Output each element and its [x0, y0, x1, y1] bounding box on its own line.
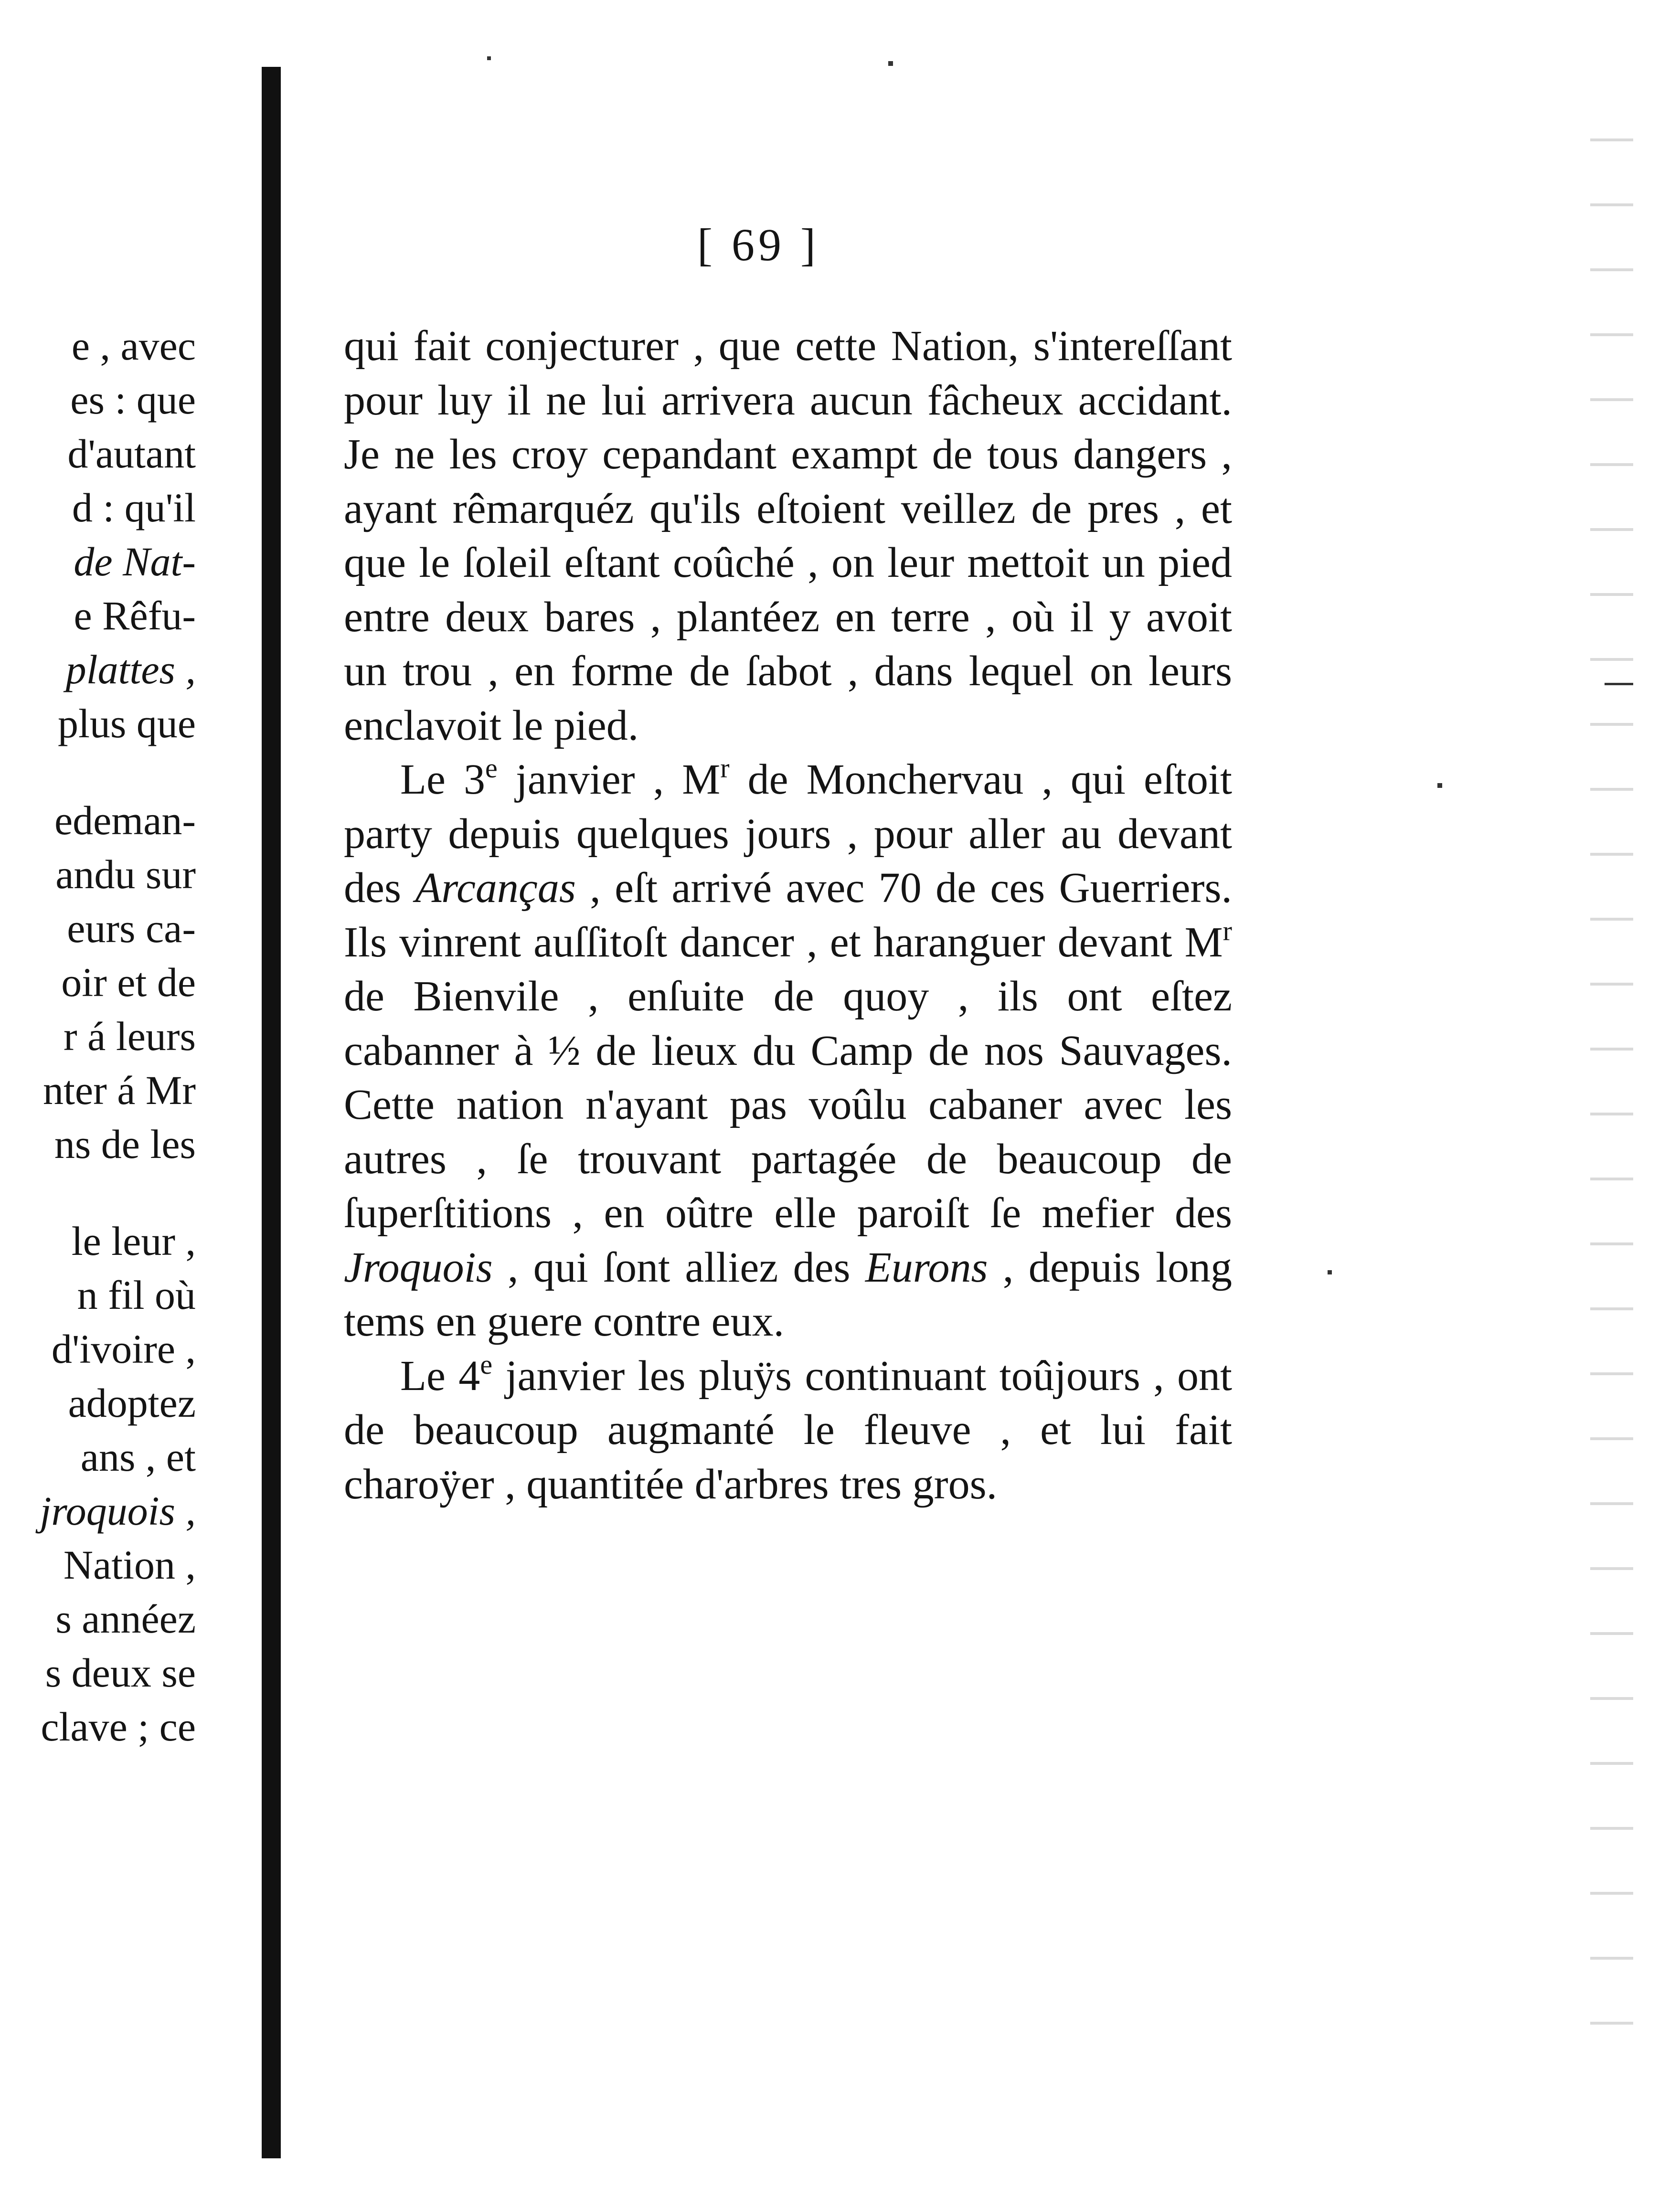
scan-edge-noise [1590, 76, 1633, 2082]
fragment-line: plus que [57, 700, 196, 746]
scan-speck [1328, 1270, 1332, 1274]
fragment-line: le leur , [71, 1218, 196, 1264]
fragment-line: n fil où [77, 1272, 196, 1318]
p2-text-month: janvier , M [497, 756, 721, 803]
fragment-line: d'autant [67, 431, 196, 477]
page-number: [ 69 ] [697, 219, 819, 270]
p2-text-a: de Monchervau , qui eſtoit party depuis quelques jours , pour aller au devant des [344, 756, 1232, 912]
fragment-line: eurs ca- [67, 905, 196, 951]
p2-italic-jroquois: Jroquois [344, 1243, 493, 1291]
fragment-line: oir et de [61, 959, 196, 1005]
p2-text-c: de Bienvile , enſuite de quoy , ils ont eſtez cabanner à ½ de lieux du Camp de nos Sauvages. Cette nation n'ayant pas voûlu cabaner avec les autres , ſe trouvant partagée de beaucoup de ſuperſtitions , en oûtre elle paroiſt ſe mefier des [344, 973, 1232, 1237]
p2-text-d: , qui ſont alliez des [492, 1243, 865, 1291]
facing-page-fragments [0, 319, 196, 1754]
fragment-line: Nation , [63, 1542, 196, 1588]
fragment-line: jroquois , [40, 1488, 196, 1534]
main-text-block [344, 319, 1232, 1511]
fragment-line: adoptez [68, 1380, 196, 1426]
fragment-line: ns de les [54, 1121, 196, 1167]
paragraph-1: qui fait conjecturer , que cette Nation, s'intereſſant pour luy il ne lui arrivera aucun fâcheux accidant. Je ne les croy cepandant exampt de tous dangers , ayant rêmarquéz qu'ils eſtoient veillez de pres , et que le ſoleil eſtant coûché , on leur mettoit un pied entre deux bares , plantéez en terre , où il y avoit un trou , en forme de ſabot , dans lequel on leurs enclavoit le pied. [344, 322, 1232, 749]
fragment-line: s annéez [55, 1596, 196, 1642]
fragment-line: plattes , [65, 647, 196, 692]
fragment-line: andu sur [55, 851, 196, 897]
scan-speck [1437, 783, 1442, 788]
p2-title-sup-2: r [1223, 915, 1232, 946]
p2-text-b: , eſt arrivé avec 70 de ces Guerriers. Ils vinrent auſſitoſt dancer , et haranguer devant M [344, 864, 1232, 966]
scan-speck [888, 61, 893, 66]
p2-italic-eurons: Eurons [865, 1243, 988, 1291]
fragment-line: e , avec [71, 323, 196, 369]
fragment-line: edeman- [54, 797, 196, 843]
p2-italic-arcancas: Arcanças [415, 864, 576, 912]
paragraph-3 [344, 1349, 1232, 1512]
fragment-line: e Rêfu- [74, 593, 196, 638]
fragment-line: r á leurs [64, 1013, 196, 1059]
p3-date-lead: Le 4 [400, 1352, 480, 1400]
p2-title-sup-1: r [720, 753, 730, 784]
fragment-line: de Nat- [74, 539, 196, 584]
scan-speck [1605, 683, 1633, 685]
fragment-line: d : qu'il [72, 485, 196, 531]
p2-date-lead: Le 3 [400, 756, 485, 803]
fragment-gap [0, 751, 196, 794]
p3-ordinal-sup: e [480, 1348, 493, 1380]
fragment-line: es : que [70, 377, 196, 423]
fragment-line: ans , et [80, 1434, 196, 1480]
p3-text: janvier les pluÿs continuant toûjours , ont de beaucoup augmanté le fleuve , et lui fait charoÿer , quantitée d'arbres tres gros. [344, 1352, 1233, 1508]
binding-gutter [262, 67, 281, 2158]
fragment-line: d'ivoire , [51, 1326, 196, 1372]
fragment-gap [0, 1171, 196, 1214]
scan-speck [487, 56, 491, 60]
p2-ordinal-sup: e [485, 753, 498, 784]
paragraph-2 [344, 753, 1232, 1349]
fragment-line: nter á Mr [43, 1067, 196, 1113]
p2-text-e: , depuis long tems en guere contre eux. [344, 1243, 1232, 1345]
fragment-line: s deux se [45, 1650, 196, 1696]
fragment-line: clave ; ce [41, 1704, 196, 1750]
